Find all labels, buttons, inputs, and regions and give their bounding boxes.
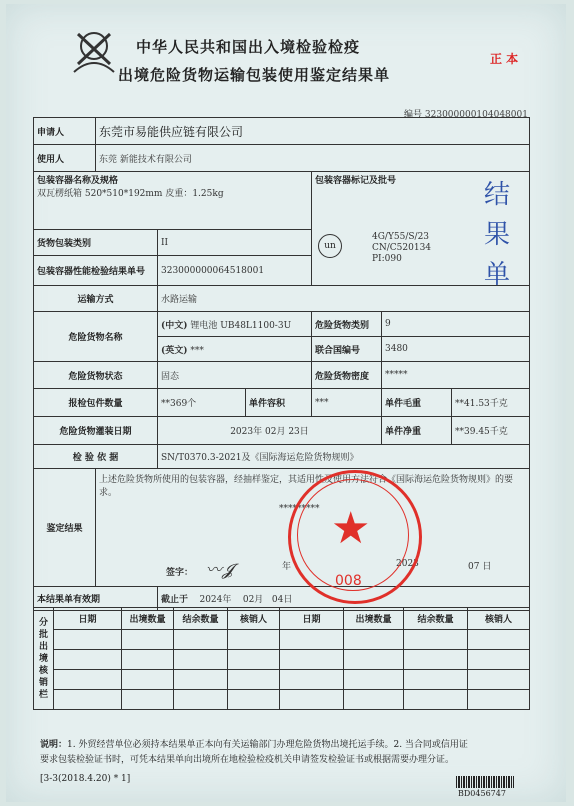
batch-side-label: 分批出境核销栏 [34, 608, 54, 710]
official-seal-stamp [288, 470, 422, 604]
serial-value: 323000000104048001 [424, 110, 528, 120]
pack-class-label: 货物包装类别 [34, 230, 158, 256]
packing-date-day: 23 [288, 427, 300, 437]
un-packaging-symbol-icon: un [318, 234, 342, 258]
dg-class-value: 9 [382, 312, 530, 337]
batch-table [33, 607, 530, 710]
dg-name-cn-value: 锂电池 UB48L1100-3U [190, 320, 292, 331]
unit-volume-value: *** [312, 389, 382, 417]
packing-date-day-unit: 日 [299, 427, 309, 437]
side-char: 果 [483, 220, 510, 250]
validity-year: 2024 [199, 595, 223, 605]
package-count-label: 报检包件数量 [34, 389, 158, 417]
dg-class-label: 危险货物类别 [312, 312, 382, 337]
document-number: BD0456747 [458, 789, 506, 798]
net-weight-value: **39.45千克 [452, 417, 530, 445]
container-label: 包装容器名称及规格 [37, 176, 119, 186]
dg-name-cn-label: (中文) [161, 320, 188, 331]
validity-day-unit: 日 [283, 595, 293, 605]
net-weight-label: 单件净重 [382, 417, 452, 445]
notes-line2: 要求包装检验证书时，可凭本结果单向出境所在地检验检疫机关申请签发检验证书或根据需要办理分证。 [40, 755, 455, 765]
container-mark-line: CN/C520134 [372, 243, 432, 253]
batch-col-header: 日期 [280, 608, 344, 630]
dg-density-label: 危险货物密度 [312, 362, 382, 389]
dg-state-label: 危险货物状态 [34, 362, 158, 389]
dg-name-en-value: *** [190, 345, 204, 356]
validity-year-unit: 年 [222, 595, 232, 605]
signature-label: 签字： [166, 568, 194, 578]
document-title-line1: 中华人民共和国出入境检验检疫 [136, 38, 361, 56]
handwritten-signature-icon: 〰𝓙 [205, 560, 233, 579]
package-count-value: **369个 [158, 389, 246, 417]
notes-label: 说明： [40, 740, 68, 750]
dg-name-en-label: (英文) [161, 345, 188, 356]
batch-col-header: 核销人 [228, 608, 280, 630]
packing-date-year: 2023 [230, 427, 254, 437]
side-char: 结 [483, 180, 510, 210]
batch-col-header: 出境数量 [344, 608, 404, 630]
container-mark-line: 4G/Y55/S/23 [372, 232, 430, 242]
batch-col-header: 结余数量 [404, 608, 468, 630]
notes-line1: 1. 外贸经营单位必须持本结果单正本向有关运输部门办理危险货物出境托运手续。2. 当合同或信用证 [67, 740, 468, 750]
notes [40, 738, 532, 768]
applicant-label: 申请人 [34, 118, 96, 145]
pack-class-value: II [158, 230, 312, 256]
ciq-emblem-icon [68, 24, 120, 76]
seal-number: 008 [335, 573, 362, 589]
user-label: 使用人 [34, 145, 96, 172]
barcode-icon [456, 776, 514, 788]
unit-volume-label: 单件容积 [246, 389, 312, 417]
un-number-value: 3480 [382, 337, 530, 362]
packing-date-month-unit: 月 [276, 427, 286, 437]
result-stars: ********* [279, 504, 320, 514]
seal-star-icon: ★ [331, 503, 371, 554]
result-day-unit: 日 [482, 562, 492, 572]
validity-month: 02 [242, 595, 255, 605]
batch-col-header: 结余数量 [174, 608, 228, 630]
document-title-line2: 出境危险货物运输包装使用鉴定结果单 [118, 66, 391, 84]
result-text: 上述危险货物所使用的包装容器，经抽样鉴定，其适用性及使用方法符合《国际海运危险货物规则》的要求。 [99, 475, 514, 498]
container-mark-label: 包装容器标记及批号 [315, 176, 397, 186]
packing-date-month: 02 [264, 427, 277, 437]
batch-col-header: 出境数量 [122, 608, 174, 630]
result-date-year: 2023 [396, 559, 419, 569]
validity-label: 本结果单有效期 [34, 587, 158, 611]
validity-day: 04 [271, 595, 284, 605]
packing-date-label: 危险货物灌装日期 [34, 417, 158, 445]
form-table [33, 117, 530, 611]
transport-value: 水路运输 [158, 286, 530, 312]
result-date-day: 07 [468, 562, 480, 572]
applicant-value: 东莞市易能供应链有限公司 [96, 118, 530, 145]
form-code: [3-3(2018.4.20) * 1] [40, 774, 131, 784]
validity-until-label: 截止于 [161, 595, 189, 605]
result-year-unit: 年 [282, 562, 292, 572]
transport-label: 运输方式 [34, 286, 158, 312]
dg-state-value: 固态 [158, 362, 312, 389]
serial-label: 编号 [404, 110, 423, 120]
container-mark-line: PI:090 [372, 254, 402, 264]
un-number-label: 联合国编号 [312, 337, 382, 362]
validity-month-unit: 月 [254, 595, 264, 605]
dg-density-value: ***** [382, 362, 530, 389]
perf-report-value: 323000000064518001 [158, 256, 312, 286]
batch-col-header: 日期 [54, 608, 122, 630]
gross-weight-value: **41.53千克 [452, 389, 530, 417]
batch-col-header: 核销人 [468, 608, 530, 630]
perf-report-label: 包装容器性能检验结果单号 [34, 256, 158, 286]
basis-label: 检 验 依 据 [34, 445, 158, 469]
container-value: 双瓦楞纸箱 520*510*192mm 皮重：1.25kg [37, 189, 224, 199]
original-badge: 正 本 [490, 52, 519, 66]
user-value: 东莞 新能技术有限公司 [96, 145, 530, 172]
gross-weight-label: 单件毛重 [382, 389, 452, 417]
side-vertical-text [479, 175, 515, 295]
result-label: 鉴定结果 [34, 469, 96, 587]
basis-value: SN/T0370.3-2021及《国际海运危险货物规则》 [158, 445, 530, 469]
dg-name-label: 危险货物名称 [34, 312, 158, 362]
side-char: 单 [483, 260, 510, 290]
packing-date-year-unit: 年 [253, 427, 263, 437]
